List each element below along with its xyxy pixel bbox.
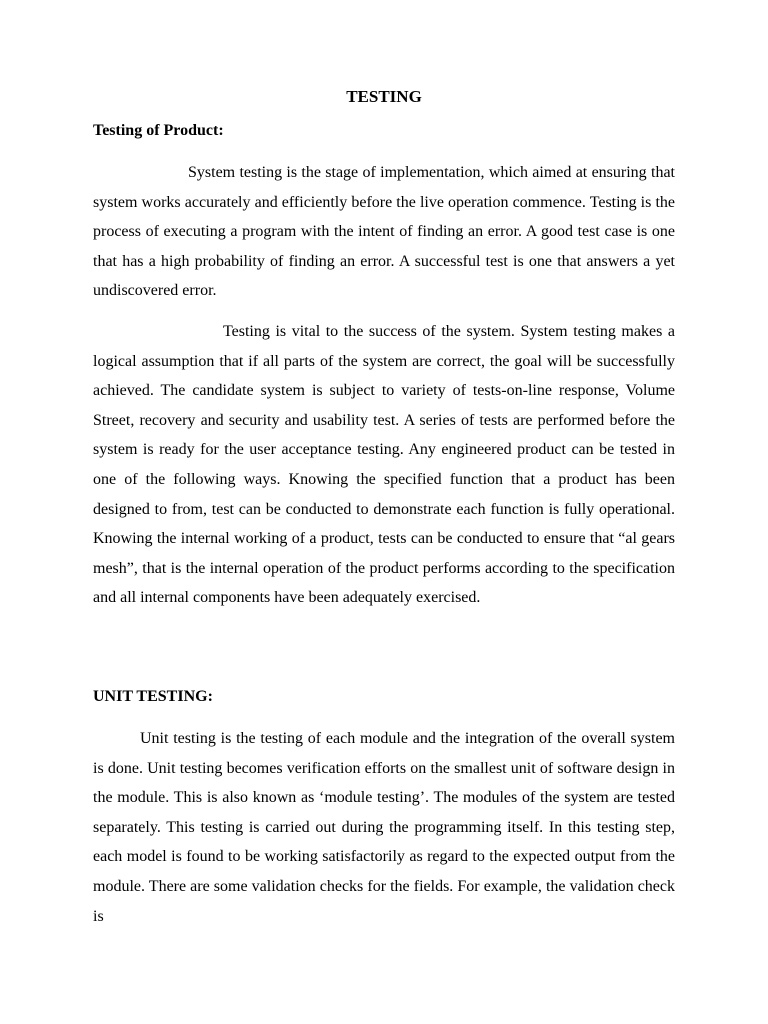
page-title: TESTING xyxy=(346,87,422,106)
section-heading-unit-testing: UNIT TESTING: xyxy=(93,688,213,705)
section-heading-testing-of-product: Testing of Product: xyxy=(93,122,224,139)
paragraph-unit-testing: Unit testing is the testing of each module and the integration of the overall system is done. Unit testing becomes verification efforts on the smallest unit of software design in the module. This is also known as ‘module testing’. The modules of the system are tested separately. This testing is carried out during the programming itself. In this testing step, each model is found to be working satisfactorily as regard to the expected output from the module. There are some validation checks for the fields. For example, the validation check is xyxy=(93,730,675,925)
paragraph-testing-is-vital: Testing is vital to the success of the system. System testing makes a logical assumption that if all parts of the system are correct, the goal will be successfully achieved. The candidate system is subject to variety of tests-on-line response, Volume Street, recovery and security and usability test. A series of tests are performed before the system is ready for the user acceptance testing. Any engineered product can be tested in one of the following ways. Knowing the specified function that a product has been designed to from, test can be conducted to demonstrate each function is fully operational. Knowing the internal working of a product, tests can be conducted to ensure that “al gears mesh”, that is the internal operation of the product performs according to the specification and all internal components have been adequately exercised. xyxy=(93,323,675,607)
paragraph-system-testing: System testing is the stage of implementation, which aimed at ensuring that system works accurately and efficiently before the live operation commence. Testing is the process of executing a program with the intent of finding an error. A good test case is one that has a high probability of finding an error. A successful test is one that answers a yet undiscovered error. xyxy=(93,164,675,300)
